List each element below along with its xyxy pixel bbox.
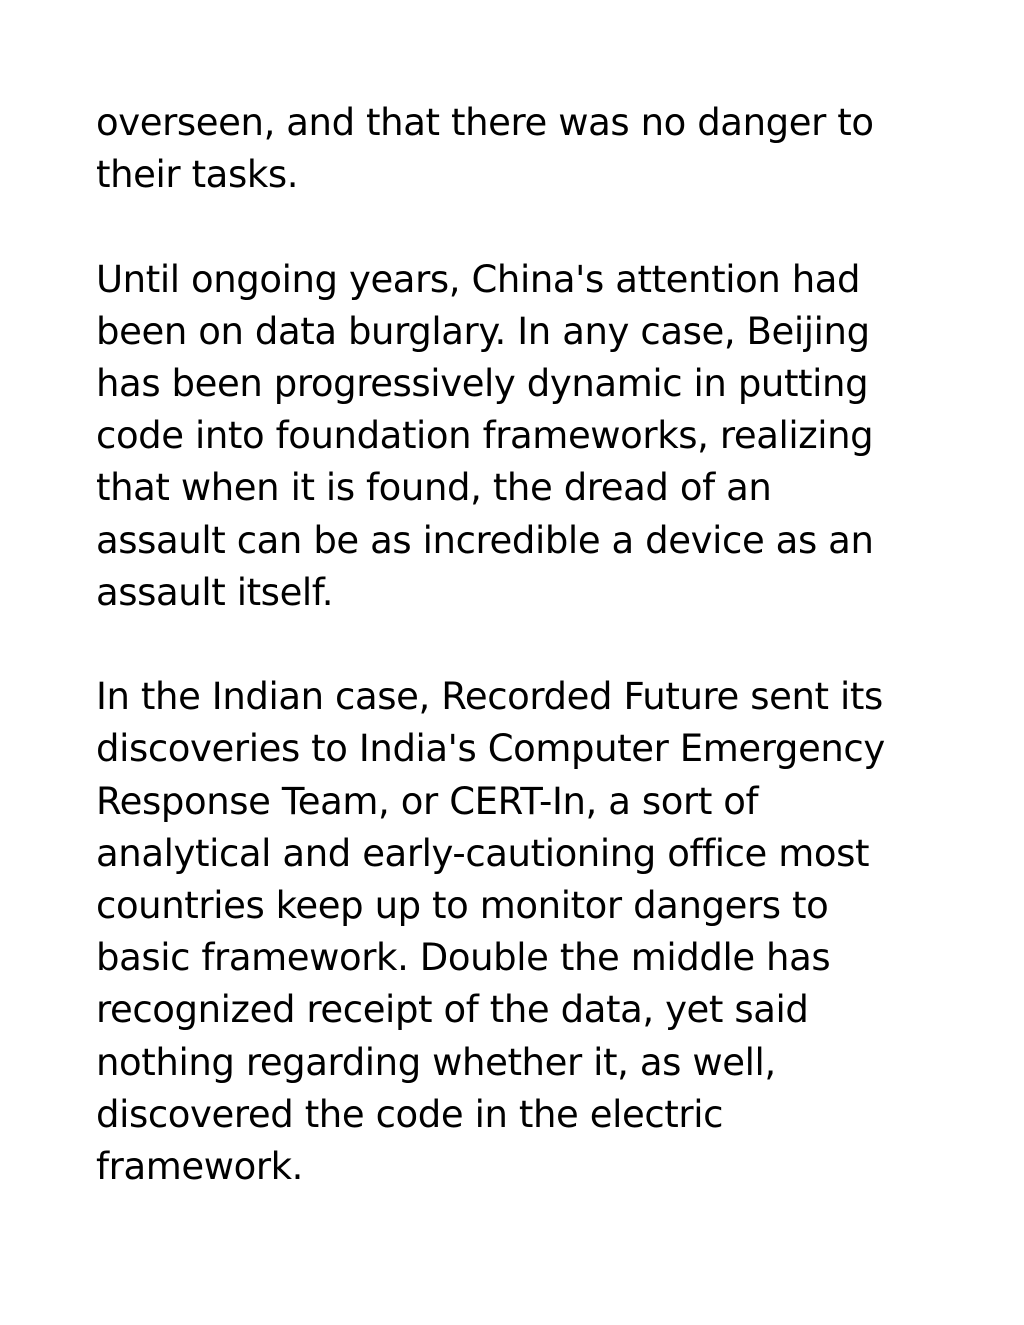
paragraph-1 — [96, 97, 956, 201]
text-line: been on data burglary. In any case, Beijing — [96, 309, 870, 353]
text-line: discovered the code in the electric — [96, 1092, 724, 1136]
text-line: that when it is found, the dread of an — [96, 466, 772, 510]
text-line: their tasks. — [96, 153, 299, 197]
text-line: assault itself. — [96, 570, 334, 614]
paragraph-3 — [96, 671, 956, 1193]
text-line: basic framework. Double the middle has — [96, 936, 831, 980]
text-line: analytical and early-cautioning office most — [96, 831, 870, 875]
text-line: nothing regarding whether it, as well, — [96, 1040, 776, 1084]
text-line: In the Indian case, Recorded Future sent its — [96, 675, 883, 719]
text-line: countries keep up to monitor dangers to — [96, 884, 829, 928]
paragraph-gap — [96, 201, 956, 253]
text-line: code into foundation frameworks, realizing — [96, 414, 874, 458]
text-line: assault can be as incredible a device as an — [96, 518, 874, 562]
text-line: framework. — [96, 1145, 304, 1189]
paragraph-gap — [96, 619, 956, 671]
text-line: recognized receipt of the data, yet said — [96, 988, 809, 1032]
text-line: has been progressively dynamic in putting — [96, 362, 869, 405]
text-line: Until ongoing years, China's attention had — [96, 257, 861, 301]
text-line: overseen, and that there was no danger to — [96, 101, 874, 144]
text-line: Response Team, or CERT-In, a sort of — [96, 779, 759, 823]
text-line: discoveries to India's Computer Emergency — [96, 727, 885, 771]
body-text — [96, 97, 956, 1193]
paragraph-2 — [96, 254, 956, 619]
